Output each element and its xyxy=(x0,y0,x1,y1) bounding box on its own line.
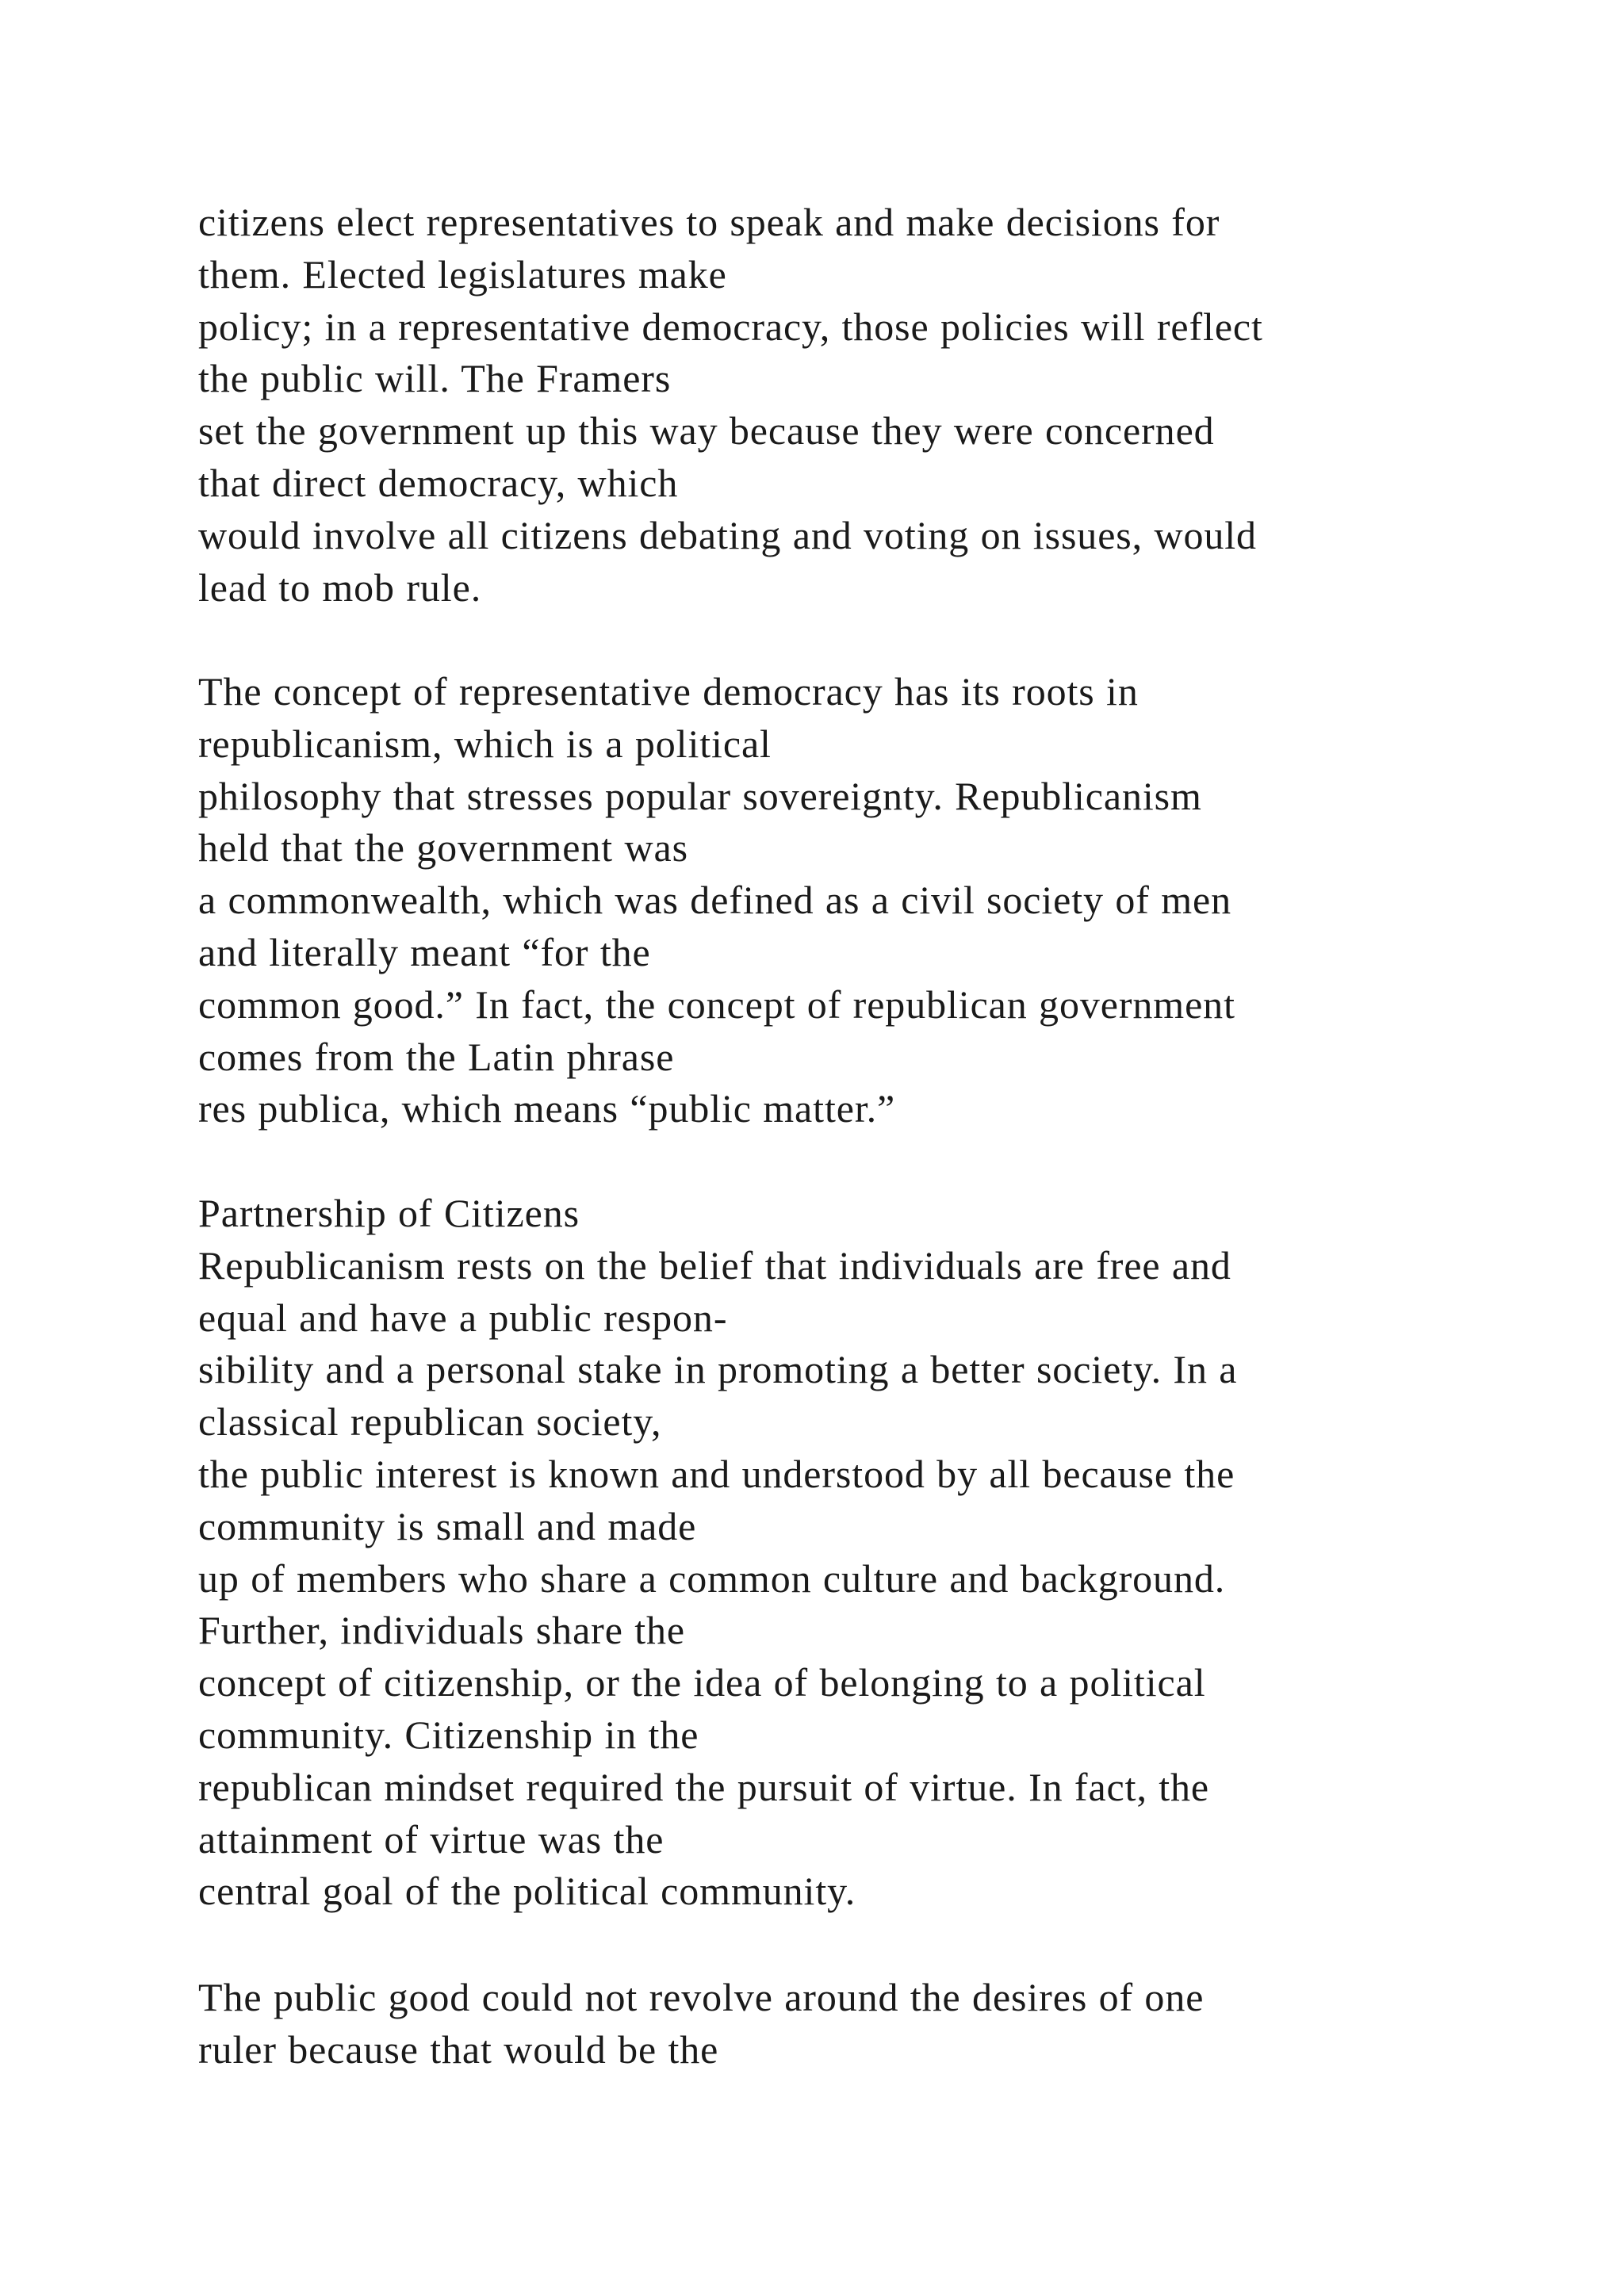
text-line: held that the government was xyxy=(198,825,688,871)
text-line: ruler because that would be the xyxy=(198,2026,719,2072)
text-line: classical republican society, xyxy=(198,1399,662,1445)
text-line: community. Citizenship in the xyxy=(198,1712,699,1757)
text-line: The public good could not revolve around the desires of one xyxy=(198,1975,1205,2019)
text-line: Further, individuals share the xyxy=(198,1608,685,1653)
text-line: equal and have a public respon- xyxy=(198,1295,728,1340)
text-line: Republicanism rests on the belief that individuals are free and xyxy=(198,1242,1231,1288)
paragraph-republicanism xyxy=(198,666,1610,1135)
text-line: the public interest is known and understood by all because the xyxy=(198,1451,1235,1496)
text-line: republicanism, which is a political xyxy=(198,721,772,766)
text-line: community is small and made xyxy=(198,1503,697,1548)
text-line: lead to mob rule. xyxy=(198,564,482,610)
text-line: and literally meant “for the xyxy=(198,929,651,974)
text-line: the public will. The Framers xyxy=(198,356,672,401)
section-heading: Partnership of Citizens xyxy=(198,1191,580,1235)
paragraph-partnership-of-citizens xyxy=(198,1188,1610,1918)
text-line: philosophy that stresses popular sovereignty. Republicanism xyxy=(198,773,1202,818)
text-line: would involve all citizens debating and voting on issues, would xyxy=(198,512,1257,557)
text-line: policy; in a representative democracy, those policies will reflect xyxy=(198,304,1263,349)
text-line: comes from the Latin phrase xyxy=(198,1034,675,1079)
text-line: citizens elect representatives to speak and make decisions for xyxy=(198,200,1220,244)
text-line: them. Elected legislatures make xyxy=(198,251,727,297)
text-line: republican mindset required the pursuit of virtue. In fact, the xyxy=(198,1764,1210,1809)
text-line: central goal of the political community. xyxy=(198,1869,856,1914)
text-line: The concept of representative democracy has its roots in xyxy=(198,669,1139,714)
paragraph-public-good xyxy=(198,1972,1610,2076)
text-line: common good.” In fact, the concept of republican government xyxy=(198,982,1235,1027)
text-line: res publica, which means “public matter.” xyxy=(198,1086,896,1131)
paragraph-representative-democracy xyxy=(198,197,1610,614)
text-line: a commonwealth, which was defined as a civil society of men xyxy=(198,878,1231,923)
text-line: sibility and a personal stake in promoting a better society. In a xyxy=(198,1347,1238,1392)
text-line: that direct democracy, which xyxy=(198,460,679,505)
text-line: attainment of virtue was the xyxy=(198,1816,665,1862)
text-line: concept of citizenship, or the idea of belonging to a political xyxy=(198,1660,1206,1705)
text-line: set the government up this way because they were concerned xyxy=(198,408,1215,453)
text-line: up of members who share a common culture and background. xyxy=(198,1556,1226,1601)
